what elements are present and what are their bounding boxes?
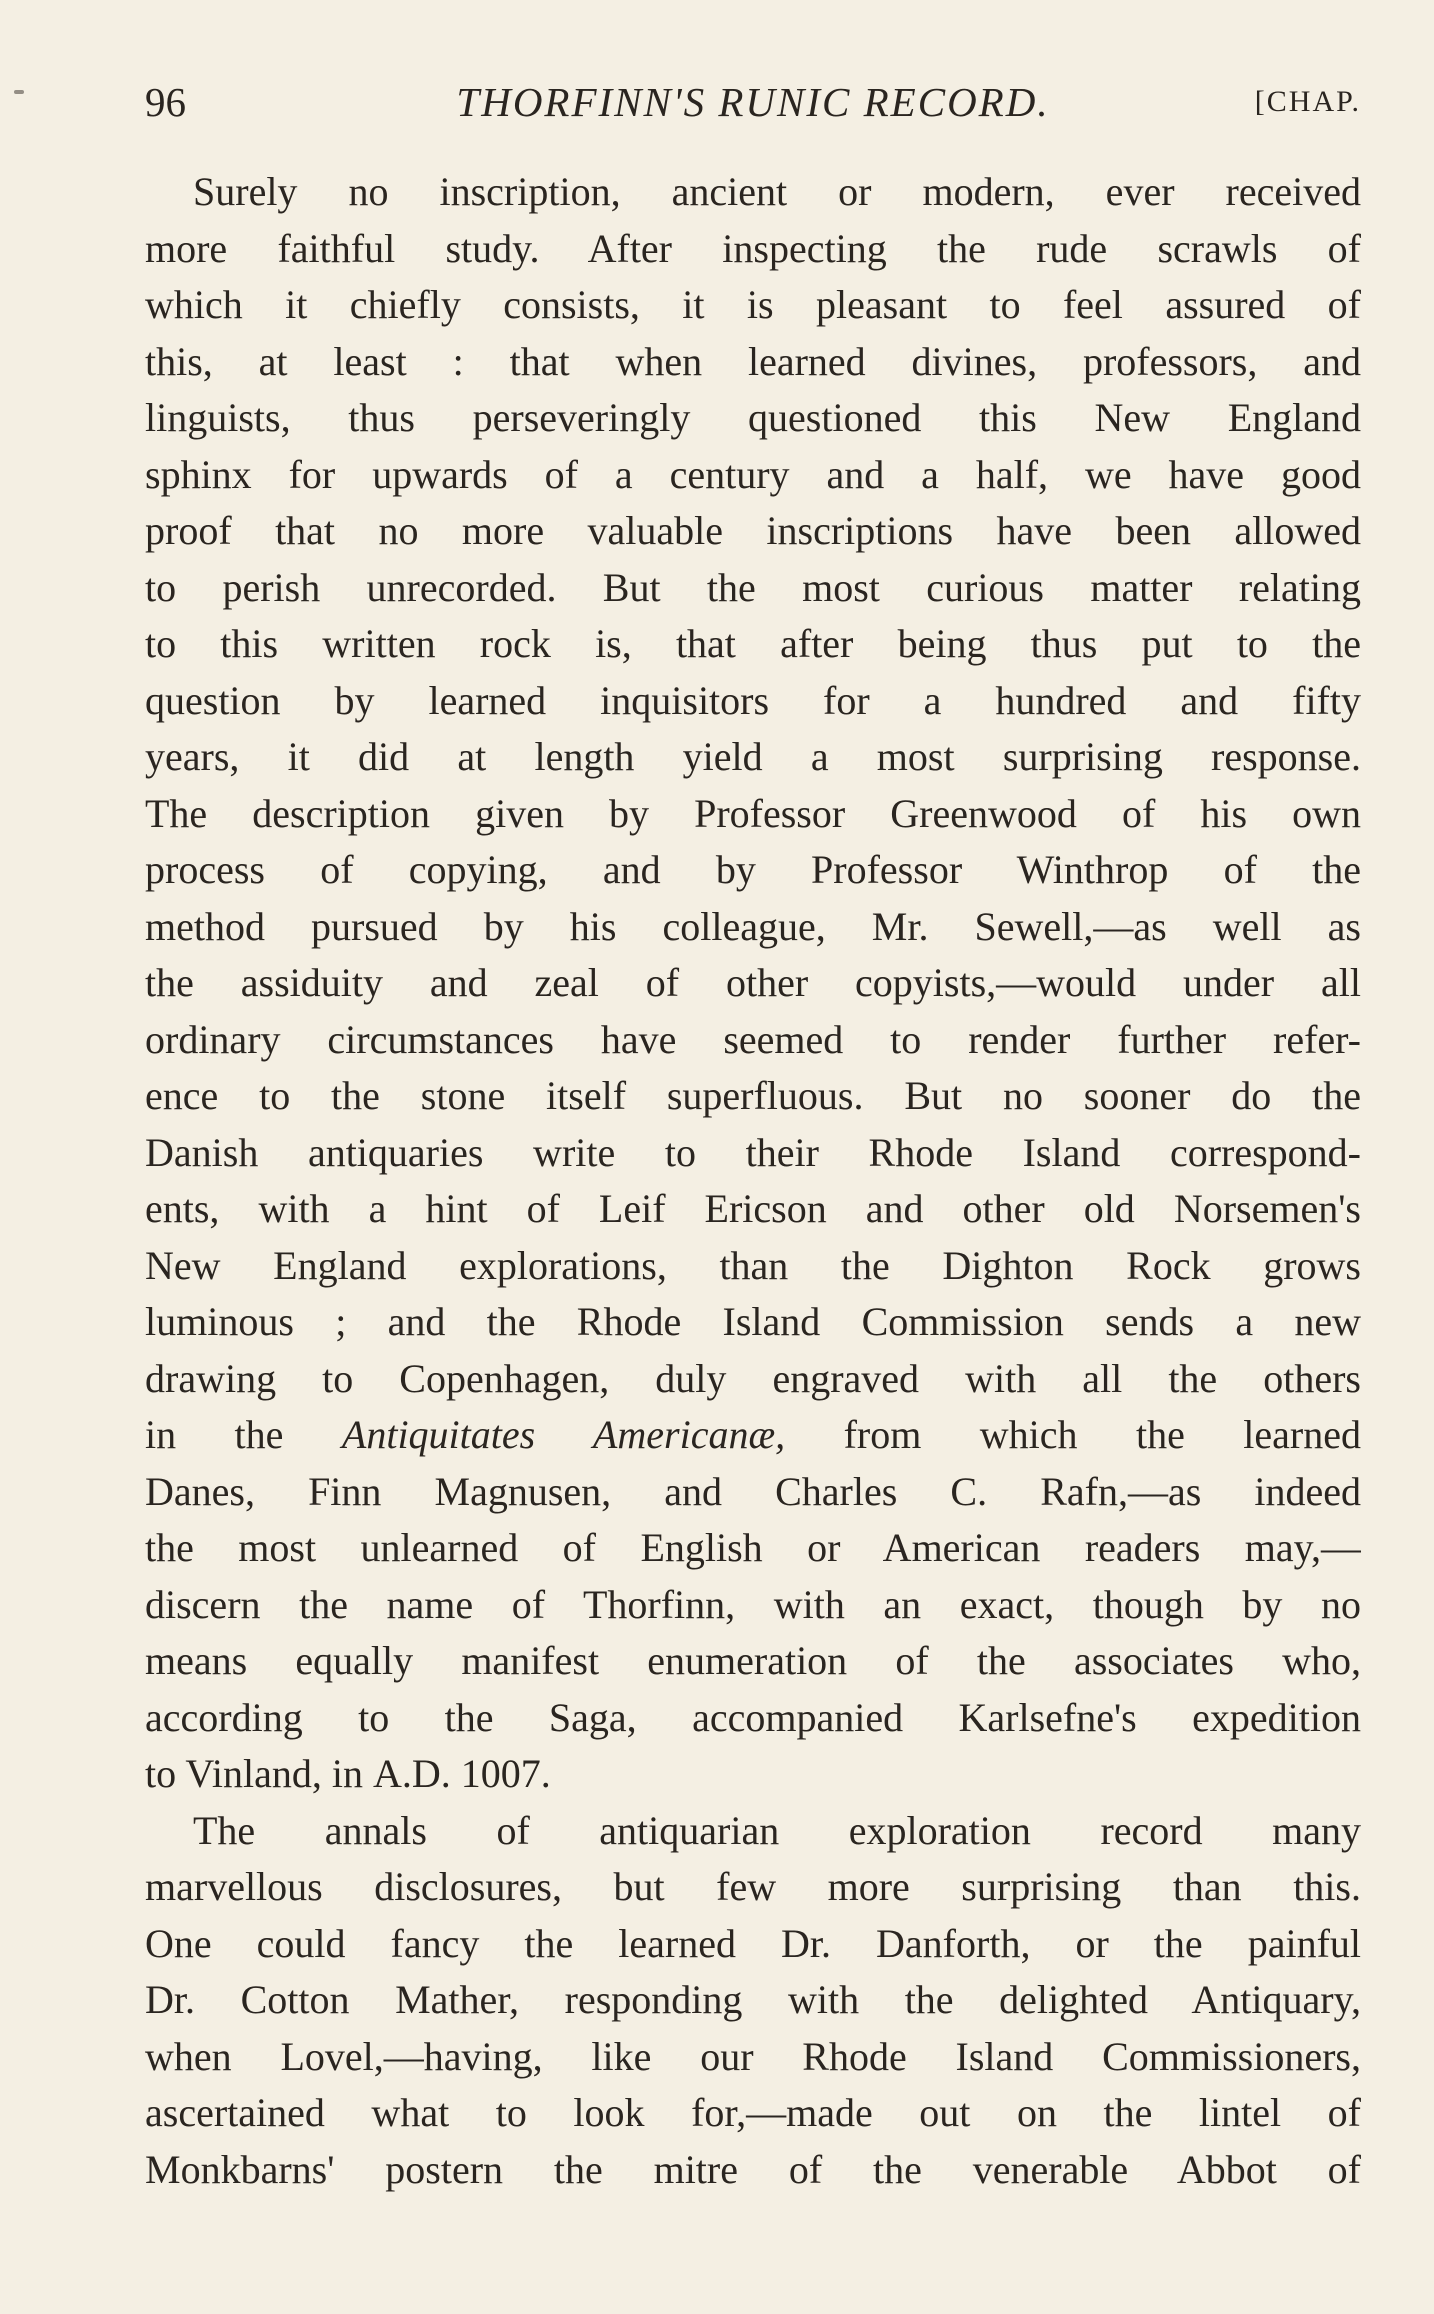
- body-text: [145, 164, 1361, 2198]
- text-line: more faithful study. After inspecting the rude scrawls of: [145, 225, 1361, 271]
- text-line: linguists, thus perseveringly questioned this New England: [145, 395, 1361, 440]
- text-line: One could fancy the learned Dr. Danforth, or the painful: [145, 1920, 1361, 1966]
- text-fragment: 1007.: [450, 1751, 551, 1796]
- text-fragment: in the: [145, 1412, 342, 1457]
- text-line: The description given by Professor Greenwood of his own: [145, 790, 1361, 836]
- text-fragment: from which the learned: [785, 1412, 1361, 1457]
- text-line: ents, with a hint of Leif Ericson and other old Norsemen's: [145, 1186, 1361, 1231]
- text-line: marvellous disclosures, but few more surprising than this.: [145, 1864, 1361, 1909]
- text-line: ascertained what to look for,—made out on the lintel of: [145, 2090, 1361, 2135]
- text-line: to this written rock is, that after being thus put to the: [145, 621, 1361, 666]
- text-fragment: to Vinland, in: [145, 1751, 373, 1796]
- text-line: Danish antiquaries write to their Rhode Island correspond-: [145, 1129, 1361, 1175]
- text-line: drawing to Copenhagen, duly engraved with all the others: [145, 1355, 1361, 1401]
- era-abbreviation: A.D.: [372, 1751, 451, 1796]
- text-line: when Lovel,—having, like our Rhode Island Commissioners,: [145, 2033, 1361, 2079]
- text-line: ordinary circumstances have seemed to render further refer-: [145, 1016, 1361, 1062]
- text-line: sphinx for upwards of a century and a half, we have good: [145, 451, 1361, 497]
- text-line: ence to the stone itself superfluous. But no sooner do the: [145, 1073, 1361, 1118]
- text-line: method pursued by his colleague, Mr. Sewell,—as well as: [145, 903, 1361, 949]
- text-line: The annals of antiquarian exploration record many: [193, 1807, 1361, 1853]
- text-line: process of copying, and by Professor Winthrop of the: [145, 847, 1361, 892]
- text-line-last: [145, 1746, 1361, 1803]
- text-line: according to the Saga, accompanied Karlsefne's expedition: [145, 1694, 1361, 1740]
- text-line: years, it did at length yield a most surprising response.: [145, 734, 1361, 779]
- text-line: Surely no inscription, ancient or modern, ever received: [193, 169, 1361, 214]
- text-line: this, at least : that when learned divines, professors, and: [145, 338, 1361, 384]
- text-line-with-italic-title: [145, 1407, 1361, 1464]
- text-line: the assiduity and zeal of other copyists,—would under all: [145, 960, 1361, 1005]
- text-line: means equally manifest enumeration of the associates who,: [145, 1638, 1361, 1683]
- text-line: question by learned inquisitors for a hundred and fifty: [145, 677, 1361, 723]
- text-line: New England explorations, than the Dighton Rock grows: [145, 1242, 1361, 1288]
- paragraph-1: [145, 164, 1361, 1803]
- text-line: Monkbarns' postern the mitre of the venerable Abbot of: [145, 2146, 1361, 2192]
- text-line: to perish unrecorded. But the most curious matter relating: [145, 564, 1361, 610]
- text-line: discern the name of Thorfinn, with an exact, though by no: [145, 1581, 1361, 1627]
- page-number: 96: [145, 79, 186, 125]
- text-line: luminous ; and the Rhode Island Commission sends a new: [145, 1299, 1361, 1344]
- chapter-label: [CHAP.: [1254, 85, 1361, 118]
- text-line: the most unlearned of English or American readers may,—: [145, 1525, 1361, 1570]
- paragraph-2: [145, 1803, 1361, 2199]
- running-title: THORFINN'S RUNIC RECORD.: [456, 79, 1050, 125]
- margin-mark: [14, 90, 24, 94]
- running-head: [145, 72, 1361, 132]
- text-line: proof that no more valuable inscriptions have been allowed: [145, 508, 1361, 553]
- text-line: which it chiefly consists, it is pleasant to feel assured of: [145, 282, 1361, 327]
- text-line: Danes, Finn Magnusen, and Charles C. Rafn,—as indeed: [145, 1468, 1361, 1514]
- text-line: Dr. Cotton Mather, responding with the delighted Antiquary,: [145, 1977, 1361, 2022]
- book-title-italic: Antiquitates Americanæ,: [341, 1412, 786, 1457]
